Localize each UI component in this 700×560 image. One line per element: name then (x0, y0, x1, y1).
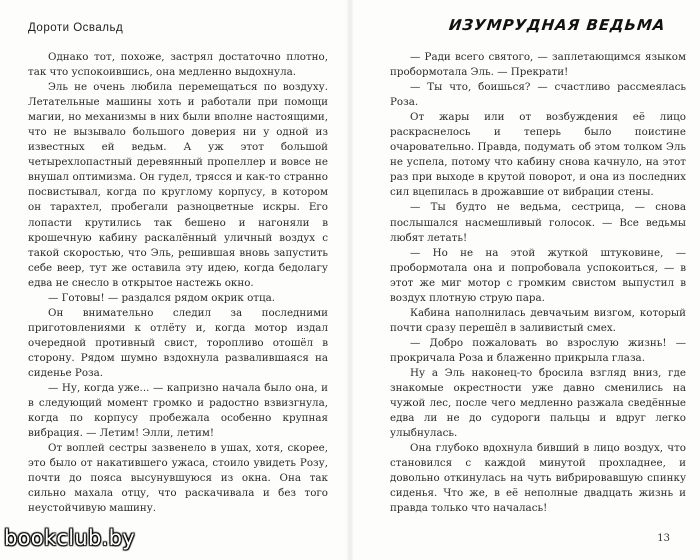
right-page (350, 0, 700, 560)
paragraph: От воплей сестры зазвенело в ушах, хотя, скорее, это было от накатившего ужаса, стоило увидеть Розу, почти до пояса высунувшуюся из окна. Она так сильно махала отцу, что раскачивала и без того неустойчивую машину. (28, 442, 328, 515)
paragraph: Он внимательно следил за последними приготовлениями к отлёту и, когда мотор издал очередной противный свист, торопливо отошёл в сторону. Рядом шумно вздохнула развалившаяся на сиденье Роза. (28, 306, 328, 379)
paragraph: — Добро пожаловать во взрослую жизнь! — прокричала Роза и блаженно прикрыла глаза. (390, 336, 686, 364)
paragraph: Она глубоко вдохнула бивший в лицо воздух, что становился с каждой минутой прохладнее, и довольно откинулась на чуть вибрировавшую спинку сиденья. Что же, в её неполные двадцать жизнь и правда только что началась! (390, 442, 686, 515)
paragraph: Ну а Эль наконец-то бросила взгляд вниз, где знакомые окрестности уже давно сменились на чужой лес, после чего медленно разжала сведённые едва ли не до судороги пальцы и вдруг легко улыбнулась. (390, 366, 686, 440)
paragraph: — Но не на этой жуткой штуковине, — пробормотала она и попробовала успокоиться, — в этот же миг мотор с громким свистом выпустил в воздух плотную струю пара. (390, 246, 686, 304)
paragraph: — Ну, когда уже... — капризно начала было она, и в следующий момент громко и радостно взвизгнула, когда по корпусу пробежала особенно крупная вибрация. — Летим! Элли, летим! (28, 382, 328, 440)
page-number: 13 (657, 533, 670, 544)
paragraph: — Ты что, боишься? — счастливо рассмеялась Роза. (390, 81, 686, 109)
left-text-column (28, 50, 328, 516)
running-header-author: Дороти Освальд (28, 22, 124, 34)
paragraph: От жары или от возбуждения её лицо раскраснелось и теперь было поистине очаровательно. Правда, подумать об этом толком Эль не успела, потому что кабину снова качнуло, на этот раз при выходе в крутой поворот, и она из последних сил вцепилась в дрожавшие от вибрации стены. (390, 111, 686, 199)
running-header-title: ИЗУМРУДНАЯ ВЕДЬМА (448, 16, 667, 34)
paragraph: — Готовы! — раздался рядом окрик отца. (48, 291, 275, 304)
paragraph: — Ты будто не ведьма, сестрица, — снова послышался насмешливый голосок. — Все ведьмы любят летать! (390, 201, 686, 244)
paragraph: Эль не очень любила перемещаться по воздуху. Летательные машины хоть и работали при помощи магии, но механизмы в них были вполне настоящими, что не вызывало большого доверия ни у одной из известных ей ведьм. А уж этот большой четырехлопастный деревянный пропеллер и вовсе не внушал оптимизма. Он гудел, трясся и как-то странно посвистывал, когда по круглому корпусу, в котором он тарахтел, пробегали разноцветные искры. Его лопасти крутились так бешено и нагоняли в крошечную кабину раскалённый уличный воздух с такой скоростью, что Эль, решившая вновь запустить себе веер, тут же оставила эту идею, когда бедолагу едва не снесло в открытое настежь окно. (28, 81, 328, 289)
watermark-logo: bookclub.by (4, 526, 135, 550)
paragraph: — Ради всего святого, — заплетающимся языком пробормотала Эль. — Прекрати! (390, 51, 686, 79)
right-text-column (390, 50, 686, 516)
paragraph: Однако тот, похоже, застрял достаточно плотно, так что успокоившись, она медленно выдохнула. (28, 51, 328, 79)
paragraph: Кабина наполнилась девчачьим визгом, который почти сразу перешёл в заливистый смех. (390, 306, 686, 334)
